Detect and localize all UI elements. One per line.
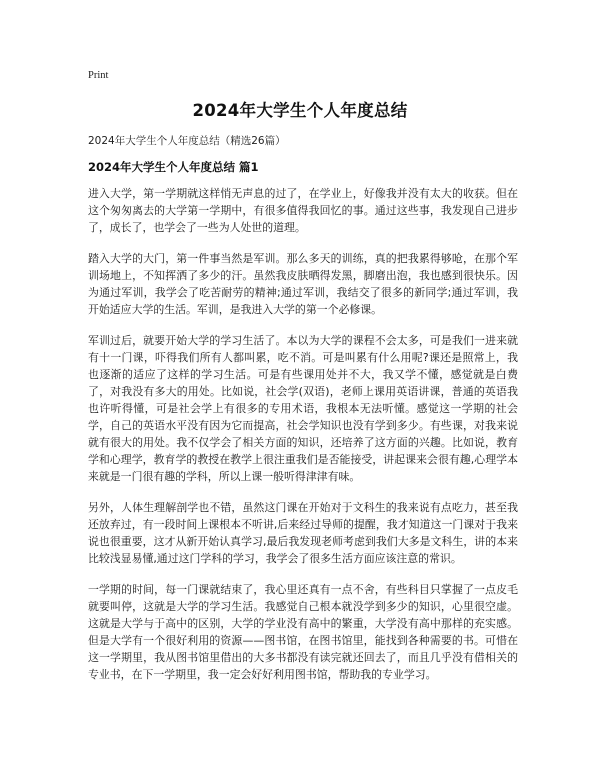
article-body [88, 185, 518, 697]
paragraph-5: 一学期的时间，每一门课就结束了，我心里还真有一点不舍，有些科目只掌握了一点皮毛就要叫停，这就是大学的学习生活。我感觉自己根本就没学到多少的知识，心里很空虚。这就是大学与于高中的区别，大学的学业没有高中的繁重，大学没有高中那样的充实感。但是大学有一个很好利用的资源——图书馆，在图书馆里，能找到各种需要的书。可惜在这一学期里，我从图书馆里借出的大多书都没有读完就还回去了，而且几乎没有借相关的专业书，在下一学期里，我一定会好好利用图书馆，帮助我的专业学习。 [88, 583, 518, 681]
document-title: 2024年大学生个人年度总结 [192, 101, 408, 120]
paragraph-1: 进入大学，第一学期就这样悄无声息的过了，在学业上，好像我并没有太大的收获。但在这个匆匆离去的大学第一学期中，有很多值得我回忆的事。通过这些事，我发现自己进步了，成长了，也学会了一些为人处世的道理。 [88, 187, 518, 234]
paragraph-4: 另外，人体生理解剖学也不错，虽然这门课在开始对于文科生的我来说有点吃力，甚至我还放弃过，有一段时间上课根本不听讲,后来经过导师的提醒，我才知道这一门课对于我来说也很重要，这才从新开始认真学习,最后我发现老师考虑到我们大多是文科生，讲的本来比较浅显易懂,通过这门学科的学习，我学会了很多生活方面应该注意的常识。 [88, 501, 518, 565]
paragraph-2: 踏入大学的大门，第一件事当然是军训。那么多天的训练，真的把我累得够呛，在那个军训场地上，不知挥洒了多少的汗。虽然我皮肤晒得发黑，脚磨出泡，我也感到很快乐。因为通过军训，我学会了吃苦耐劳的精神;通过军训，我结交了很多的新同学;通过军训，我开始适应大学的生活。军训，是我进入大学的第一个必修课。 [88, 252, 518, 316]
print-link[interactable]: Print [88, 70, 109, 81]
section-heading: 2024年大学生个人年度总结 篇1 [88, 160, 259, 174]
paragraph-3: 军训过后，就要开始大学的学习生活了。本以为大学的课程不会太多，可是我们一进来就有十一门课，吓得我们所有人都叫累，吃不消。可是叫累有什么用呢?课还是照常上，我也逐渐的适应了这样的学习生活。可是有些课用处并不大，我又学不懂，感觉就是白费了，对我没有多大的用处。比如说，社会学(双语)，老师上课用英语讲课，普通的英语我也许听得懂，可是社会学上有很多的专用术语，我根本无法听懂。感觉这一学期的社会学，自己的英语水平没有因为它而提高，社会学知识也没有学到多少。有些课，对我来说就有很大的用处。我不仅学会了相关方面的知识，还培养了这方面的兴趣。比如说，教育学和心理学，教育学的教授在教学上很注重我们是否能接受，讲起课来会很有趣,心理学本来就是一门很有趣的学科，所以上课一般听得津津有味。 [88, 334, 518, 483]
document-subtitle: 2024年大学生个人年度总结（精选26篇） [88, 135, 286, 147]
